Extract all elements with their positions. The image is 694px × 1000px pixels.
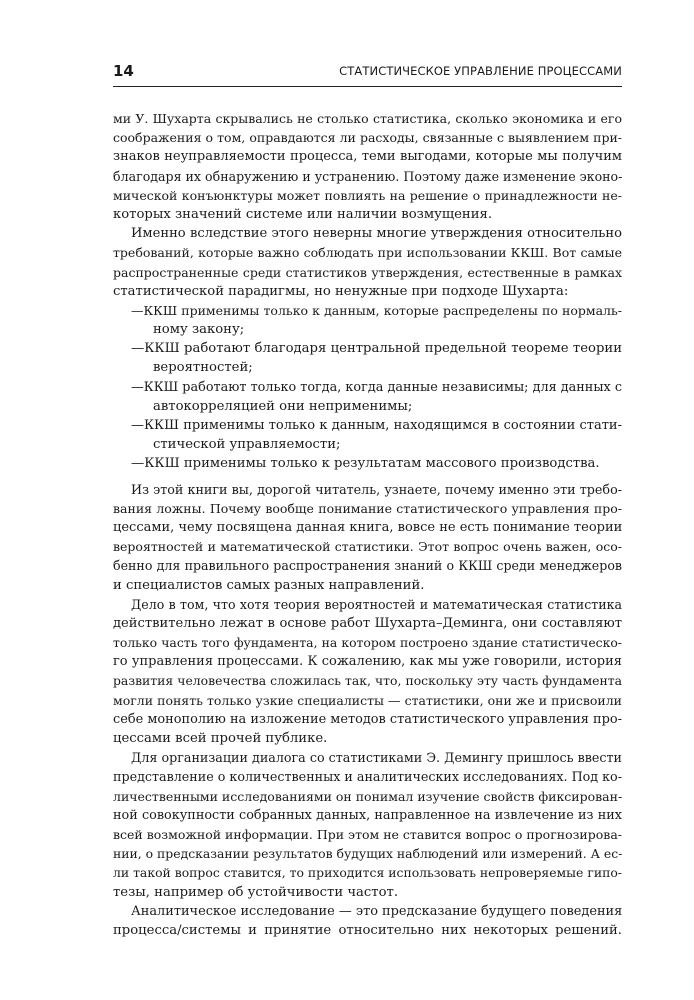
text-line: распространенные среди статистиков утверждения, естественные в рамках	[113, 264, 622, 280]
text-line: Именно вследствие этого неверны многие утверждения относительно	[131, 226, 622, 242]
bullet-list	[113, 301, 622, 474]
text-line	[113, 301, 622, 320]
text-line: всей возможной информации. При этом не ставится вопрос о прогнозирова-	[113, 826, 622, 842]
bullet-text: ККШ работают только тогда, когда данные независимы; для данных с	[143, 379, 622, 395]
list-item	[113, 454, 622, 473]
text-line: требований, которые важно соблюдать при использовании ККШ. Вот самые	[113, 245, 622, 261]
text-line: цессами всей прочей публике.	[113, 731, 328, 746]
text-line: знаков неуправляемости процесса, теми выгодами, которые мы получим	[113, 149, 622, 165]
text-line	[113, 416, 622, 435]
text-line: себе монополию на изложение методов статистического управления про-	[113, 711, 622, 727]
list-item	[113, 416, 622, 454]
bullet-dash: —	[131, 341, 145, 357]
running-header	[113, 62, 622, 87]
text-line: цессами, чему посвящена данная книга, вовсе не есть понимание теории	[113, 519, 623, 535]
paragraph-continued	[113, 109, 622, 224]
list-item	[113, 301, 622, 339]
text-line: ми У. Шухарта скрывались не столько статистика, сколько экономика и его	[113, 111, 622, 126]
text-line: вероятностей;	[153, 360, 253, 376]
text-line: соображения о том, оправдаются ли расходы, связанные с выявлением при-	[113, 130, 622, 146]
text-line: нии, о предсказании результатов будущих наблюдений или измерений. А ес-	[113, 846, 623, 862]
text-line	[113, 454, 622, 473]
body-text	[113, 109, 622, 940]
text-line: вания ложны. Почему вообще понимание статистического управления про-	[113, 500, 622, 516]
text-line: Для организации диалога со статистиками Э. Демингу пришлось ввести	[131, 750, 622, 766]
bullet-text: ККШ применимы только к данным, которые распределены по нормаль-	[143, 302, 622, 318]
text-line: бенно для правильного распространения знаний о ККШ среди менеджеров	[113, 558, 622, 574]
text-line: ной совокупности собранных данных, направленное на извлечение из них	[113, 807, 622, 823]
text-line: вероятностей и математической статистики. Этот вопрос очень важен, осо-	[113, 539, 622, 555]
text-line: тезы, например об устойчивости частот.	[113, 884, 399, 900]
paragraph	[113, 480, 622, 595]
paragraph	[113, 748, 622, 902]
text-line	[113, 339, 622, 358]
text-line: Дело в том, что хотя теория вероятностей и математическая статистика	[131, 596, 622, 612]
text-line: могли понять только узкие специалисты — статистики, они же и присвоили	[113, 692, 622, 708]
text-line: которых значений системе или наличии возмущения.	[113, 206, 493, 222]
text-line: ному закону;	[153, 322, 245, 338]
text-line: го управления процессами. К сожалению, как мы уже говорили, история	[113, 654, 622, 670]
text-line: представление о количественных и аналитических исследованиях. Под ко-	[113, 769, 622, 785]
text-line: только часть того фундамента, на котором построено здание статистическо-	[113, 635, 622, 651]
bullet-dash: —	[131, 379, 144, 395]
page-number: 14	[113, 62, 134, 80]
bullet-dash: —	[131, 302, 144, 318]
text-line: мической конъюнктуры может повлиять на решение о принадлежности не-	[113, 187, 622, 203]
text-line	[113, 378, 622, 397]
paragraph	[113, 224, 622, 301]
text-line: и специалистов самых разных направлений.	[113, 577, 425, 593]
text-line: благодаря их обнаружению и устранению. Поэтому даже изменение эконо-	[113, 168, 623, 184]
text-line: Из этой книги вы, дорогой читатель, узнаете, почему именно эти требо-	[131, 481, 622, 497]
running-title: СТАТИСТИЧЕСКОЕ УПРАВЛЕНИЕ ПРОЦЕССАМИ	[339, 64, 622, 78]
text-line: ли такой вопрос ставится, то приходится использовать непроверяемые гипо-	[113, 865, 622, 881]
text-line: личественными исследованиями он понимал изучение свойств фиксирован-	[113, 788, 623, 804]
text-line: развития человечества сложилась так, что, поскольку эту часть фундамента	[113, 673, 622, 689]
paragraph	[113, 595, 622, 749]
text-line: действительно лежат в основе работ Шухарта–Деминга, они составляют	[113, 615, 622, 631]
text-line: стической управляемости;	[153, 437, 341, 453]
text-line: Аналитическое исследование — это предсказание будущего поведения	[131, 903, 623, 919]
bullet-dash: —	[131, 456, 145, 472]
bullet-dash: —	[131, 418, 144, 433]
bullet-text: ККШ применимы только к данным, находящимся в состоянии стати-	[144, 418, 622, 433]
text-line: статистической парадигмы, но ненужные при подходе Шухарта:	[113, 283, 569, 299]
text-line: автокорреляцией они неприменимы;	[153, 398, 413, 414]
list-item	[113, 339, 622, 377]
paragraph	[113, 902, 622, 940]
list-item	[113, 378, 622, 416]
text-line: процесса/системы и принятие относительно них некоторых решений.	[113, 922, 622, 938]
bullet-text: ККШ применимы только к результатам массового производства.	[144, 456, 600, 472]
bullet-text: ККШ работают благодаря центральной предельной теореме теории	[144, 341, 622, 357]
